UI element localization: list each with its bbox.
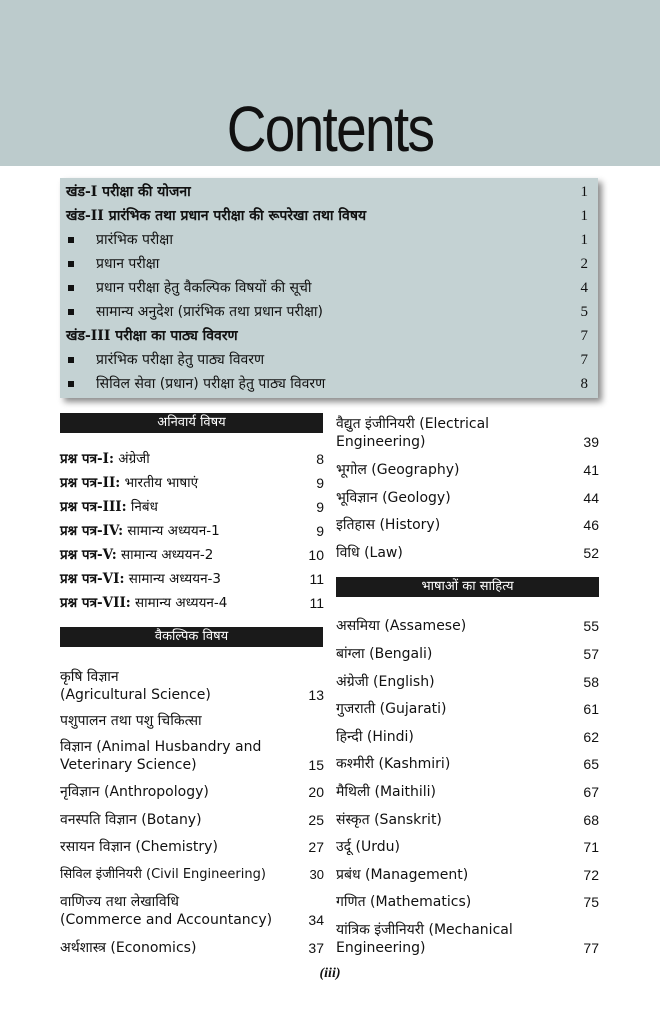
subject-label: हिन्दी (Hindi) — [336, 729, 414, 745]
paper-number: प्रश्न पत्र-V: — [60, 547, 117, 563]
toc-label: प्रधान परीक्षा हेतु वैकल्पिक विषयों की सूची — [96, 280, 312, 296]
paper-number: प्रश्न पत्र-VII: — [60, 595, 131, 611]
page-title: Contents — [226, 93, 434, 165]
paper-subject: भारतीय भाषाएं — [124, 475, 199, 491]
toc-row — [60, 324, 598, 348]
subject-label: असमिया (Assamese) — [336, 618, 467, 634]
page-number: (iii) — [319, 966, 341, 981]
paper-label — [60, 450, 150, 468]
paper-subject: निबंध — [130, 499, 158, 515]
subject-page: 62 — [583, 729, 599, 745]
subject-page: 55 — [583, 618, 599, 634]
subject-entry — [60, 811, 324, 829]
subject-page: 57 — [583, 646, 599, 662]
toc-label: सिविल सेवा (प्रधान) परीक्षा हेतु पाठ्य विवरण — [96, 376, 326, 392]
toc-page: 5 — [580, 304, 588, 320]
subject-page: 20 — [308, 784, 324, 800]
subject-label: संस्कृत (Sanskrit) — [336, 812, 442, 828]
subject-label: गुजराती (Gujarati) — [336, 701, 447, 717]
toc-row — [60, 372, 598, 396]
subject-label-line: पशुपालन तथा पशु चिकित्सा — [60, 713, 202, 729]
subject-label-line: वाणिज्य तथा लेखाविधि — [60, 894, 179, 910]
square-bullet-icon — [68, 237, 74, 243]
subject-label: सिविल इंजीनियरी (Civil Engineering) — [60, 867, 266, 882]
toc-page: 2 — [580, 256, 588, 272]
paper-subject: सामान्य अध्ययन-2 — [121, 547, 214, 563]
toc-row — [60, 276, 598, 300]
paper-page: 9 — [316, 475, 324, 491]
subject-label-line: Engineering) — [336, 940, 426, 956]
toc-row — [60, 348, 598, 372]
subject-page: 27 — [308, 839, 324, 855]
square-bullet-icon — [68, 261, 74, 267]
toc-label: प्रधान परीक्षा — [96, 256, 160, 272]
toc-row — [60, 204, 598, 228]
square-bullet-icon — [68, 381, 74, 387]
subject-entry — [336, 544, 599, 562]
paper-label — [60, 570, 221, 588]
toc-label: खंड-III परीक्षा का पाठ्य विवरण — [66, 328, 238, 344]
subject-label: विधि (Law) — [336, 545, 403, 561]
subject-label: भूगोल (Geography) — [336, 462, 460, 478]
subject-entry — [60, 893, 324, 929]
subject-page: 13 — [308, 687, 324, 703]
subject-page: 58 — [583, 674, 599, 690]
subject-label: उर्दू (Urdu) — [336, 839, 400, 855]
subject-page: 15 — [308, 757, 324, 773]
paper-label — [60, 498, 158, 516]
subject-label: भूविज्ञान (Geology) — [336, 490, 451, 506]
toc-page: 1 — [580, 184, 588, 200]
subject-page: 41 — [583, 462, 599, 478]
subject-label-line: वैद्युत इंजीनियरी (Electrical — [336, 416, 490, 432]
subject-entry — [336, 700, 599, 718]
subject-label: इतिहास (History) — [336, 517, 441, 533]
subject-page: 39 — [583, 434, 599, 450]
subject-label-line: यांत्रिक इंजीनियरी (Mechanical — [336, 922, 513, 938]
subject-label: नृविज्ञान (Anthropology) — [60, 784, 209, 800]
subject-page: 25 — [308, 812, 324, 828]
paper-number: प्रश्न पत्र-IV: — [60, 523, 124, 539]
subject-page: 61 — [583, 701, 599, 717]
subject-label-line: Veterinary Science) — [60, 757, 197, 773]
subject-entry — [336, 838, 599, 856]
subject-entry — [336, 811, 599, 829]
paper-page: 9 — [316, 523, 324, 539]
toc-row — [60, 228, 598, 252]
subject-label: अंग्रेजी (English) — [336, 674, 435, 690]
subject-page: 77 — [583, 940, 599, 956]
subject-entry — [336, 673, 599, 691]
subject-page: 71 — [583, 839, 599, 855]
subject-entry — [336, 866, 599, 884]
subject-entry — [60, 866, 324, 884]
subject-entry — [336, 728, 599, 746]
toc-label: खंड-II प्रारंभिक तथा प्रधान परीक्षा की रूपरेखा तथा विषय — [66, 208, 367, 224]
square-bullet-icon — [68, 309, 74, 315]
subject-label: बांग्ला (Bengali) — [336, 646, 433, 662]
subject-entry — [336, 921, 599, 957]
subject-label-line: विज्ञान (Animal Husbandry and — [60, 739, 262, 755]
paper-subject: सामान्य अध्ययन-4 — [135, 595, 228, 611]
paper-number: प्रश्न पत्र-VI: — [60, 571, 125, 587]
toc-row — [60, 252, 598, 276]
title-banner — [0, 0, 660, 166]
subject-label: प्रबंध (Management) — [336, 867, 469, 883]
paper-number: प्रश्न पत्र-I: — [60, 451, 114, 467]
toc-row — [60, 300, 598, 324]
paper-page: 9 — [316, 499, 324, 515]
paper-subject: अंग्रेजी — [118, 451, 150, 467]
toc-page: 8 — [580, 376, 588, 392]
toc-label: सामान्य अनुदेश (प्रारंभिक तथा प्रधान परीक्षा) — [96, 304, 323, 320]
optional-subjects-header: वैकल्पिक विषय — [60, 627, 323, 647]
subject-label-line: कृषि विज्ञान — [60, 669, 119, 685]
subject-page: 34 — [308, 912, 324, 928]
subject-entry — [336, 461, 599, 479]
subject-label-line: Engineering) — [336, 434, 426, 450]
paper-number: प्रश्न पत्र-II: — [60, 475, 121, 491]
toc-summary-box — [60, 178, 598, 398]
paper-label — [60, 546, 213, 564]
paper-page: 8 — [316, 451, 324, 467]
toc-label: खंड-I परीक्षा की योजना — [66, 184, 191, 200]
paper-number: प्रश्न पत्र-III: — [60, 499, 127, 515]
subject-label: अर्थशास्त्र (Economics) — [60, 940, 197, 956]
subject-label-line: (Commerce and Accountancy) — [60, 912, 273, 928]
subject-entry — [336, 516, 599, 534]
compulsory-subjects-header: अनिवार्य विषय — [60, 413, 323, 433]
subject-label: वनस्पति विज्ञान (Botany) — [60, 812, 202, 828]
paper-subject: सामान्य अध्ययन-3 — [128, 571, 222, 587]
subject-page: 67 — [583, 784, 599, 800]
paper-page: 11 — [309, 595, 324, 611]
subject-page: 46 — [583, 517, 599, 533]
subject-entry — [336, 489, 599, 507]
subject-entry — [336, 415, 599, 451]
subject-label: मैथिली (Maithili) — [336, 784, 437, 800]
subject-entry — [60, 939, 324, 957]
toc-page: 4 — [580, 280, 588, 296]
subject-entry — [336, 893, 599, 911]
square-bullet-icon — [68, 285, 74, 291]
subject-entry — [336, 645, 599, 663]
subject-page: 75 — [583, 894, 599, 910]
subject-page: 37 — [308, 940, 324, 956]
toc-page: 1 — [580, 232, 588, 248]
toc-row — [60, 180, 598, 204]
subject-label: रसायन विज्ञान (Chemistry) — [60, 839, 218, 855]
subject-page: 52 — [583, 545, 599, 561]
subject-page: 68 — [583, 812, 599, 828]
toc-label: प्रारंभिक परीक्षा हेतु पाठ्य विवरण — [96, 352, 265, 368]
subject-page: 65 — [583, 756, 599, 772]
paper-page: 10 — [308, 547, 324, 563]
subject-page: 44 — [583, 490, 599, 506]
subject-page: 72 — [583, 867, 599, 883]
subject-entry — [60, 838, 324, 856]
paper-label — [60, 474, 198, 492]
paper-label — [60, 522, 220, 540]
toc-label: प्रारंभिक परीक्षा — [96, 232, 173, 248]
square-bullet-icon — [68, 357, 74, 363]
subject-entry — [60, 783, 324, 801]
paper-label — [60, 594, 227, 612]
subject-label-line: (Agricultural Science) — [60, 687, 211, 703]
subject-page: 30 — [309, 867, 324, 882]
paper-page: 11 — [309, 571, 324, 587]
language-literature-header: भाषाओं का साहित्य — [336, 577, 599, 597]
toc-page: 7 — [580, 352, 588, 368]
subject-label: कश्मीरी (Kashmiri) — [336, 756, 451, 772]
paper-subject: सामान्य अध्ययन-1 — [127, 523, 220, 539]
subject-entry — [60, 712, 324, 773]
subject-entry — [336, 755, 599, 773]
subject-entry — [336, 617, 599, 635]
subject-entry — [60, 668, 324, 704]
toc-page: 1 — [580, 208, 588, 224]
subject-label: गणित (Mathematics) — [336, 894, 472, 910]
subject-entry — [336, 783, 599, 801]
toc-page: 7 — [580, 328, 588, 344]
